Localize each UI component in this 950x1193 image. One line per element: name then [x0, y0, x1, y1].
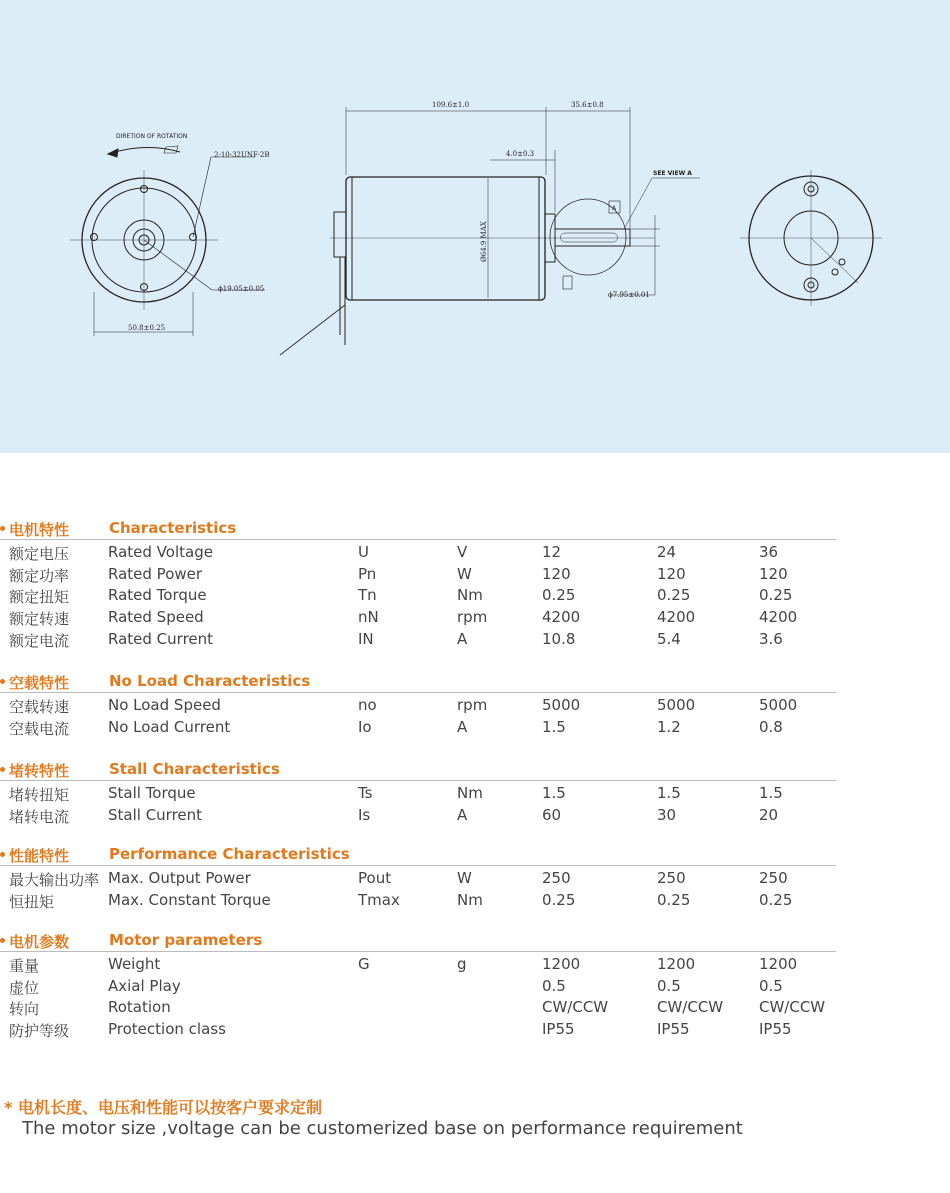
cell-v2: CW/CCW — [657, 998, 724, 1016]
table-row — [0, 718, 836, 739]
cell-v3: IP55 — [759, 1020, 792, 1038]
cell-v2: 0.25 — [657, 891, 691, 909]
cell-v3: CW/CCW — [759, 998, 826, 1016]
bullet-icon — [0, 767, 5, 772]
cell-sym: Is — [358, 806, 371, 824]
cell-unit: Nm — [457, 891, 483, 909]
bore-diameter-label: ϕ19.05±0.05 — [218, 285, 265, 293]
cell-unit: g — [457, 955, 467, 973]
cell-unit: Nm — [457, 784, 483, 802]
cell-v1: 4200 — [542, 608, 581, 626]
cell-cn: 额定扭矩 — [9, 588, 70, 606]
shaft-diameter-label: ϕ7.95±0.01 — [608, 291, 650, 299]
cell-v1: 60 — [542, 806, 562, 824]
section-title-cn: 空载特性 — [9, 674, 70, 692]
cell-v1: 1.5 — [542, 784, 566, 802]
bullet-icon — [0, 526, 5, 531]
cell-en: No Load Speed — [108, 696, 221, 714]
cell-v2: 1.5 — [657, 784, 681, 802]
cell-v2: 4200 — [657, 608, 696, 626]
step-length-label: 4.0±0.3 — [506, 150, 535, 158]
bullet-icon — [0, 938, 5, 943]
body-diameter-label: Ø64.9 MAX — [480, 221, 488, 262]
section-title-en: No Load Characteristics — [109, 672, 311, 690]
table-row — [0, 869, 836, 890]
cell-v2: 1.2 — [657, 718, 681, 736]
cell-v2: 120 — [657, 565, 686, 583]
cell-v3: 20 — [759, 806, 779, 824]
table-row — [0, 806, 836, 827]
cell-v1: 5000 — [542, 696, 581, 714]
cell-unit: W — [457, 869, 472, 887]
section-title-en: Characteristics — [109, 519, 237, 537]
bullet-icon — [0, 679, 5, 684]
screw-label: 2-10-32UNF-2B — [214, 151, 270, 159]
cell-en: Weight — [108, 955, 161, 973]
cell-v2: 5.4 — [657, 630, 681, 648]
cell-v2: 0.25 — [657, 586, 691, 604]
cell-cn: 堵转电流 — [9, 808, 70, 826]
section-title-en: Performance Characteristics — [109, 845, 350, 863]
cell-cn: 重量 — [9, 957, 40, 975]
cell-unit: W — [457, 565, 472, 583]
cell-v2: 24 — [657, 543, 677, 561]
cell-en: Rated Current — [108, 630, 214, 648]
cell-en: Rated Voltage — [108, 543, 213, 561]
table-row — [0, 565, 836, 586]
motor-drawing — [0, 0, 950, 453]
table-row — [0, 1020, 836, 1041]
section-header — [0, 845, 836, 866]
cell-en: Rotation — [108, 998, 171, 1016]
section-header — [0, 931, 836, 952]
cell-v2: 1200 — [657, 955, 696, 973]
cell-v2: 5000 — [657, 696, 696, 714]
cell-v1: 0.25 — [542, 891, 576, 909]
cell-sym: nN — [358, 608, 379, 626]
section-title-cn: 性能特性 — [9, 847, 70, 865]
table-row — [0, 696, 836, 717]
section-title-cn: 电机特性 — [9, 521, 70, 539]
rotation-label: DIRETION OF ROTATION — [116, 133, 188, 140]
cell-cn: 防护等级 — [9, 1022, 70, 1040]
table-row — [0, 608, 836, 629]
cell-cn: 虚位 — [9, 979, 40, 997]
cell-en: Protection class — [108, 1020, 226, 1038]
cell-sym: Tmax — [358, 891, 400, 909]
cell-sym: Pn — [358, 565, 377, 583]
cell-unit: Nm — [457, 586, 483, 604]
cell-v3: 0.25 — [759, 891, 793, 909]
front-view — [70, 146, 265, 336]
view-tag-label: A — [612, 205, 617, 212]
cell-en: Axial Play — [108, 977, 181, 995]
cell-sym: Io — [358, 718, 372, 736]
section-title-en: Stall Characteristics — [109, 760, 280, 778]
cell-cn: 额定电压 — [9, 545, 70, 563]
cell-cn: 额定电流 — [9, 632, 70, 650]
cell-v1: 1.5 — [542, 718, 566, 736]
cell-v3: 250 — [759, 869, 788, 887]
cell-cn: 空载转速 — [9, 698, 70, 716]
cell-v3: 1.5 — [759, 784, 783, 802]
flange-width-label: 50.8±0.25 — [128, 324, 166, 332]
table-row — [0, 891, 836, 912]
cell-v3: 120 — [759, 565, 788, 583]
cell-cn: 额定功率 — [9, 567, 70, 585]
cell-en: Stall Torque — [108, 784, 196, 802]
cell-unit: A — [457, 630, 468, 648]
table-row — [0, 977, 836, 998]
cell-en: Stall Current — [108, 806, 203, 824]
end-view — [740, 170, 882, 306]
cell-unit: rpm — [457, 696, 488, 714]
cell-v3: 0.25 — [759, 586, 793, 604]
section-title-en: Motor parameters — [109, 931, 263, 949]
cell-v1: IP55 — [542, 1020, 575, 1038]
cell-v3: 1200 — [759, 955, 798, 973]
cell-en: No Load Current — [108, 718, 231, 736]
cell-en: Max. Output Power — [108, 869, 251, 887]
cell-unit: V — [457, 543, 468, 561]
table-row — [0, 955, 836, 976]
table-row — [0, 630, 836, 651]
cell-v1: 1200 — [542, 955, 581, 973]
cell-sym: Pout — [358, 869, 392, 887]
cell-v3: 0.5 — [759, 977, 783, 995]
cell-v1: 250 — [542, 869, 571, 887]
cell-cn: 堵转扭矩 — [9, 786, 70, 804]
section-header — [0, 672, 836, 693]
section-title-cn: 堵转特性 — [9, 762, 70, 780]
shaft-length-label: 35.6±0.8 — [571, 101, 604, 109]
cell-unit: rpm — [457, 608, 488, 626]
cell-en: Rated Power — [108, 565, 203, 583]
cell-unit: A — [457, 718, 468, 736]
cell-sym: U — [358, 543, 369, 561]
cell-sym: IN — [358, 630, 374, 648]
cell-v2: 0.5 — [657, 977, 681, 995]
cell-v3: 3.6 — [759, 630, 783, 648]
cell-v3: 5000 — [759, 696, 798, 714]
cell-v1: 0.5 — [542, 977, 566, 995]
cell-v1: 12 — [542, 543, 562, 561]
table-row — [0, 543, 836, 564]
cell-v1: 10.8 — [542, 630, 576, 648]
section-title-cn: 电机参数 — [9, 933, 70, 951]
cell-cn: 额定转速 — [9, 610, 70, 628]
cell-v2: 250 — [657, 869, 686, 887]
cell-sym: Ts — [358, 784, 373, 802]
table-row — [0, 998, 836, 1019]
cell-v2: 30 — [657, 806, 677, 824]
custom-note-en: The motor size ,voltage can be customerized base on performance requirement — [22, 1118, 743, 1139]
custom-note-cn: * 电机长度、电压和性能可以按客户要求定制 — [4, 1098, 322, 1117]
cell-sym: Tn — [358, 586, 377, 604]
technical-drawing-panel — [0, 0, 950, 453]
cell-v1: 120 — [542, 565, 571, 583]
cell-cn: 恒扭矩 — [9, 893, 55, 911]
cell-sym: no — [358, 696, 377, 714]
cell-v3: 0.8 — [759, 718, 783, 736]
cell-en: Rated Speed — [108, 608, 204, 626]
cell-sym: G — [358, 955, 370, 973]
cell-cn: 最大输出功率 — [9, 871, 100, 889]
cell-unit: A — [457, 806, 468, 824]
cell-en: Rated Torque — [108, 586, 207, 604]
cell-v3: 36 — [759, 543, 779, 561]
section-header — [0, 760, 836, 781]
see-view-label: SEE VIEW A — [653, 170, 692, 177]
bullet-icon — [0, 852, 5, 857]
cell-v3: 4200 — [759, 608, 798, 626]
cell-cn: 空载电流 — [9, 720, 70, 738]
section-header — [0, 519, 836, 540]
cell-v1: CW/CCW — [542, 998, 609, 1016]
cell-cn: 转向 — [9, 1000, 40, 1018]
cell-v2: IP55 — [657, 1020, 690, 1038]
side-view — [280, 107, 700, 355]
table-row — [0, 586, 836, 607]
cell-v1: 0.25 — [542, 586, 576, 604]
table-row — [0, 784, 836, 805]
total-length-label: 109.6±1.0 — [432, 101, 470, 109]
cell-en: Max. Constant Torque — [108, 891, 271, 909]
